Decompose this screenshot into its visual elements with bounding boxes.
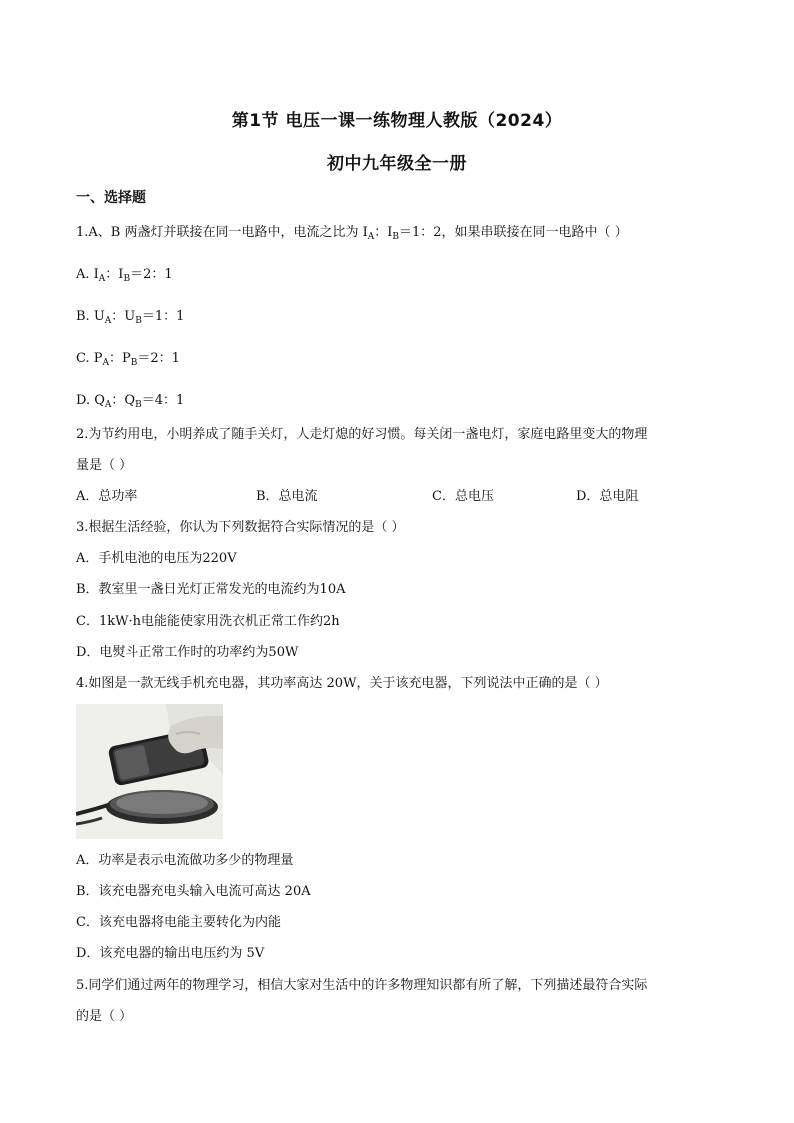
question-2-stem-line1: 2.为节约用电，小明养成了随手关灯，人走灯熄的好习惯。每关闭一盏电灯，家庭电路里变大的物理 [76,427,648,442]
q3-option-c: C．1kW·h电能能使家用洗衣机正常工作约2h [76,614,340,629]
q1-option-a [76,266,173,284]
question-4-stem: 4.如图是一款无线手机充电器，其功率高达 20W，关于该充电器，下列说法中正确的是（ ） [76,676,608,691]
q1-opt-c-sub1: A [102,358,109,368]
q1-opt-d-sub1: A [104,400,112,410]
question-2-stem-line2: 量是（ ） [76,458,133,473]
q1-opt-b-pre: B. U [76,309,105,324]
q1-option-c [76,350,180,368]
q4-option-d: D．该充电器的输出电压约为 5V [76,946,265,961]
q1-opt-d-mid: ：Q [111,393,136,408]
q1-opt-d-sub2: B [135,400,142,410]
q1-opt-b-sub2: B [135,316,142,326]
q1-opt-c-sub2: B [130,358,138,368]
q1-opt-a-sub2: B [123,274,131,284]
q1-option-b [76,308,184,326]
q1-opt-b-sub1: A [104,316,112,326]
q3-option-d: D．电熨斗正常工作时的功率约为50W [76,645,299,660]
q1-opt-d-pre: D. Q [76,393,105,408]
q1-opt-d-post: ＝4：1 [141,393,185,408]
q2-option-d: D．总电阻 [576,489,639,504]
q1-opt-a-post: ＝2：1 [130,267,173,282]
q1-opt-a-pre: A. I [76,267,99,282]
question-1-stem [76,224,628,242]
q3-option-a: A．手机电池的电压为220V [76,551,237,566]
q4-option-b: B．该充电器充电头输入电流可高达 20A [76,884,311,899]
wireless-charger-illustration [76,704,223,839]
q1-opt-b-post: ＝1：1 [141,309,185,324]
q3-option-b: B．教室里一盏日光灯正常发光的电流约为10A [76,582,346,597]
q1-stem-suffix: ＝1：2，如果串联接在同一电路中（ ） [399,225,628,240]
q1-stem-sub-b: B [392,232,400,242]
q1-stem-mid: ：I [374,225,393,240]
q1-opt-c-mid: ：P [109,351,131,366]
question-5-stem-line1: 5.同学们通过两年的物理学习，相信大家对生活中的许多物理知识都有所了解，下列描述最符合实际 [76,978,648,993]
q1-stem-sub-a: A [367,232,375,242]
question-5-stem-line2: 的是（ ） [76,1009,133,1024]
section-heading: 一、选择题 [76,190,146,206]
document-title: 第1节 电压一课一练物理人教版（2024） [231,111,563,131]
wireless-charger-photo [76,704,223,839]
q1-opt-c-pre: C. P [76,351,103,366]
q1-stem-prefix: 1.A、B 两盏灯并联接在同一电路中，电流之比为 I [76,225,368,240]
q4-option-c: C．该充电器将电能主要转化为内能 [76,915,281,930]
q1-opt-a-sub1: A [98,274,106,284]
q2-option-b: B．总电流 [256,489,318,504]
q1-opt-c-post: ＝2：1 [137,351,180,366]
document-subtitle: 初中九年级全一册 [327,154,467,174]
q1-opt-b-mid: ：U [111,309,136,324]
q1-opt-a-mid: ：I [105,267,124,282]
q2-option-c: C．总电压 [432,489,494,504]
question-3-stem: 3.根据生活经验，你认为下列数据符合实际情况的是（ ） [76,520,405,535]
q2-option-a: A．总功率 [76,489,138,504]
q1-option-d [76,392,184,410]
q4-option-a: A．功率是表示电流做功多少的物理量 [76,853,294,868]
